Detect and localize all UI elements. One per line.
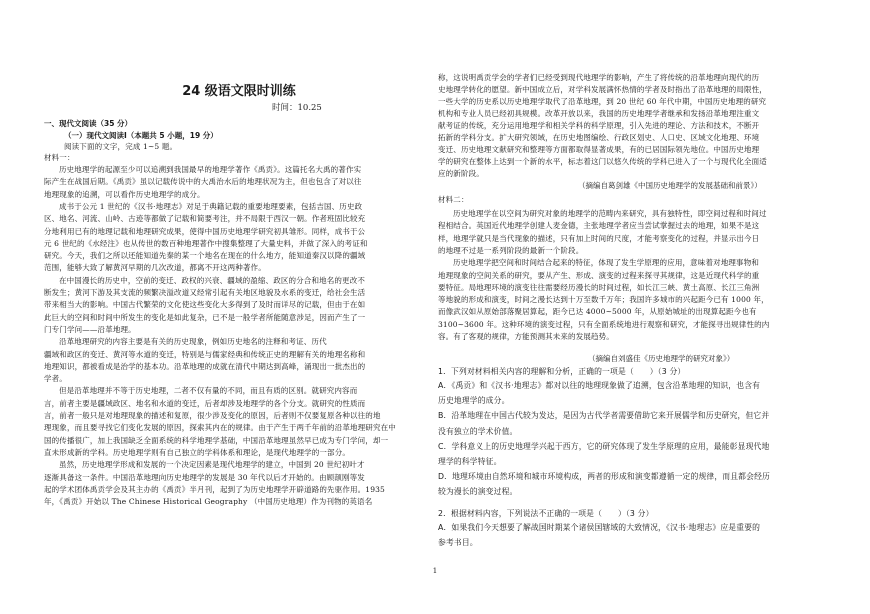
text-line: 较为漫长的演变过程。 bbox=[438, 487, 518, 497]
text-line: 献考证的传统，充分运用地理学和相关学科的科学原理，引入先进的理论、方法和技术，不断开 bbox=[438, 121, 760, 130]
text-line: 此巨大的空间和时间中所发生的变化是如此复杂，已不是一般学者所能随意涉足，因而产生了一 bbox=[44, 312, 366, 322]
page-number: 1 bbox=[432, 567, 438, 575]
subsection-heading: （一）现代文阅读Ⅰ（本题共 5 小题，19 分） bbox=[64, 131, 218, 140]
instruction: 阅读下面的文字，完成 1~5 题。 bbox=[64, 142, 178, 151]
text-line: 应的新阶段。 bbox=[438, 169, 484, 178]
source-citation-2: （摘编自刘盛佳《历史地理学的研究对象》） bbox=[588, 354, 735, 363]
text-line: 变迁、历史地理文献研究和整理等方面都取得显著成果，有的已居国际领先地位。中国历史地理 bbox=[438, 145, 760, 154]
text-line: 断发生；黄河下游及其支流的频繁决溢改道又经常引起有关地区地貌及水系的变迁，给社会生活 bbox=[44, 288, 366, 297]
text-line: 分地利用已有的地理记载和地理研究成果，使得中国历史地理学研究初具雏形。同样，成书于公 bbox=[44, 226, 366, 236]
text-line: 等地貌的形成和演变，时间之漫长达到十万至数千万年；我国许多城市的兴起距今已有 1000 年， bbox=[438, 295, 769, 305]
text-line: 地理知识，都被看成是治学的基本功。沿革地理的成就在清代中期达到高峰，涌现出一批杰出的 bbox=[44, 361, 366, 371]
question-2: 2．根据材料内容，下列说法不正确的一项是（ ）（3 分） bbox=[438, 509, 654, 518]
text-line: 理学的科学特征。 bbox=[438, 457, 502, 466]
text-line: 年，《禹贡》开始以 The Chinese Historical Geography （中国历史地理）作为刊物的英语名 bbox=[44, 497, 373, 507]
text-line: 程相结合。英国近代地理学创建人麦金德，主张地理学者应当尝试掌握过去的地理，如果不是这 bbox=[438, 221, 760, 231]
text-line: 言，前者主要是疆域政区、地名和水道的变迁，后者却涉及地理学的各个分支。就研究的性质而 bbox=[44, 398, 366, 408]
source-citation-1: （摘编自葛剑雄《中国历史地理学的发展基础和前景》） bbox=[578, 181, 762, 190]
text-line: 疆域和政区的变迁、黄河等水道的变迁，特别是与儒家经典和传统正史的理解有关的地理名称和 bbox=[44, 349, 366, 359]
text-line: 拓新的学科分支。扩大研究领域，在历史地图编绘、行政区划史、人口史、区域文化地理、环境 bbox=[438, 133, 760, 142]
text-line: 而像武汉如从原始部落聚居算起，距今已达 4000~5000 年，从原始城址的出现算起距今也有 bbox=[438, 307, 757, 317]
text-line: 一些大学的历史系以历史地理学取代了沿革地理，到 20 世纪 60 年代中期，中国历史地理的研究 bbox=[438, 97, 767, 106]
text-line: C．学科意义上的历史地理学兴起于西方，它的研究体现了发生学原理的应用，最能彰显现代地 bbox=[438, 441, 770, 451]
text-line: 没有独立的学术价值。 bbox=[438, 426, 518, 436]
text-line: 机构和专业人员已经初具规模。改革开放以来，我国的历史地理学者继承和发扬沿革地理注重文 bbox=[438, 109, 760, 118]
text-line: 历史地理学的成分。 bbox=[438, 396, 510, 406]
text-line: 虽然，历史地理学形成和发展的一个决定因素是现代地理学的建立，中国到 20 世纪初叶才 bbox=[59, 460, 365, 470]
text-line: 的地理不过是一系列阶段的最新一个阶段。 bbox=[438, 245, 584, 255]
text-line: 研究。今天，我们之所以还能知道先秦的某一个地名在现在的什么地方，能知道秦汉以降的疆域 bbox=[44, 251, 366, 261]
text-line: 要特征。局地理环境的演变往往需要经历漫长的时间过程，如长江三峡、黄土高原、长江三角洲 bbox=[438, 282, 760, 292]
text-line: 学的研究在整体上达到一个新的水平，标志着这门以悠久传统的学科已进入了一个与现代化全面适 bbox=[438, 157, 767, 166]
text-line: 起的学术团体禹贡学会及其主办的《禹贡》半月刊，起到了为历史地理学开辟道路的先驱作用。1935 bbox=[44, 484, 385, 494]
text-line: B．沿革地理在中国古代较为发达，是因为古代学者需要借助它来开展儒学和历史研究，但它并 bbox=[438, 411, 770, 421]
text-line: 历史地理学的起源至少可以追溯到我国最早的地理学著作《禹贡》。这篇托名大禹的著作实 bbox=[59, 165, 362, 174]
text-line: 地理现象的追溯，可以看作历史地理学的成分。 bbox=[44, 189, 205, 199]
text-line: 地理现象的空间关系的研究，要从产生、形成、演变的过程来探寻其规律，这是近现代科学的重 bbox=[438, 270, 760, 280]
text-line: 逐渐具备这一条件。中国沿革地理向历史地理学的发展是 30 年代以后才开始的。由顾颉刚等发 bbox=[44, 472, 365, 482]
text-line: 但是沿革地理并不等于历史地理，二者不仅有量的不同，而且有质的区别。就研究内容而 bbox=[59, 386, 358, 396]
text-line: 参考书目。 bbox=[438, 537, 478, 547]
text-line: 沿革地理研究的内容主要是有关的历史现象，例如历史地名的注释和考证、历代 bbox=[59, 337, 327, 347]
text-line: 区、地名、河流、山岭、古迹等都做了记载和简要考注，并不局限于西汉一朝。作者班固比较充 bbox=[44, 214, 366, 224]
material1-label: 材料一： bbox=[44, 153, 75, 162]
page-title: 24 级语文限时训练 bbox=[182, 84, 296, 99]
text-line: 学者。 bbox=[44, 374, 67, 384]
material2-label: 材料二： bbox=[438, 195, 469, 204]
text-line: 际产生在战国后期。《禹贡》虽以记载传说中的大禹治水后的地理状况为主，但也包含了对以往 bbox=[44, 177, 362, 187]
text-line: 直未形成新的学科。历史地理学则有自己独立的学科体系和理论，是现代地理学的一部分。 bbox=[44, 447, 350, 457]
text-line: 理现象，而且要寻找它们变化发展的原因，探索其内在的规律。由于产生于两千年前的沿革地理研究在中 bbox=[44, 423, 396, 433]
text-line: 史地理学转化的愿望。新中国成立后，对学科发展满怀热情的学者及时指出了沿革地理的局限性， bbox=[438, 85, 767, 94]
text-line: 历史地理学把空间和时间结合起来的特征，体现了发生学原理的应用，意味着对地理事物和 bbox=[453, 258, 759, 268]
text-line: 样，地理学就只是当代现象的描述，只有加上时间的尺度，才能考察变化的过程，并显示出今日 bbox=[438, 233, 760, 243]
text-line: 3100~3600 年。这种环境的演变过程，只有全面系统地进行观察和研究，才能探寻出规律性的内 bbox=[438, 319, 770, 329]
text-line: 元 6 世纪的《水经注》也从传世的数百种地理著作中搜集整理了大量史料，并做了深入的考证和 bbox=[44, 238, 368, 248]
text-line: 成书于公元 1 世纪的《汉书·地理志》对足于典籍记载的重要地理要素，包括吉国、历史政 bbox=[59, 201, 363, 211]
text-line: 历史地理学在以空间为研究对象的地理学的范畴内来研究，具有独特性，即空间过程和时间过 bbox=[453, 209, 767, 218]
text-line: 国的传播很广，加上我国缺乏全面系统的科学地理学基础，中国沿革地理虽然早已成为专门学问，却一 bbox=[44, 435, 389, 445]
text-line: 容。有了客观的规律，方能预测其未来的发展趋势。 bbox=[438, 332, 614, 341]
question-1: 1．下列对材料相关内容的理解和分析，正确的一项是（ ）（3 分） bbox=[438, 367, 686, 376]
text-line: A．如果我们今天想要了解战国时期某个诸侯国辖域的大致情况，《汉书·地理志》应是重要的 bbox=[438, 523, 761, 532]
text-line: 称，这说明禹贡学会的学者们已经受到现代地理学的影响，产生了将传统的沿革地理向现代的历 bbox=[438, 73, 760, 82]
text-line: 在中国漫长的历史中，空前的变迁、政权的兴衰、疆域的盈缩、政区的分合和地名的更改不 bbox=[59, 275, 365, 285]
text-line: 范围，能够大致了解黄河早期的几次改道，都离不开这两种著作。 bbox=[44, 263, 266, 273]
section-heading: 一、现代文阅读（35 分） bbox=[44, 119, 133, 128]
text-line: 言，前者一般只是对地理现象的描述和复原，很少涉及变化的原因，后者则不仅要复原各种以往的地 bbox=[44, 411, 381, 420]
text-line: A．《禹贡》和《汉书·地理志》都对以往的地理现象做了追溯，包含沿革地理的知识，也含有 bbox=[438, 381, 761, 390]
text-line: D．地理环境由自然环境和城市环境构成，两者的形成和演变都遵循一定的规律，而且都会经历 bbox=[438, 472, 770, 482]
text-line: 门专门学问——沿革地理。 bbox=[44, 324, 136, 334]
exam-time: 时间：10.25 bbox=[272, 103, 322, 113]
text-line: 带来相当大的影响。中国古代繁荣的文化使这些变化大多得到了及时而详尽的记载，但由于在如 bbox=[44, 300, 366, 310]
